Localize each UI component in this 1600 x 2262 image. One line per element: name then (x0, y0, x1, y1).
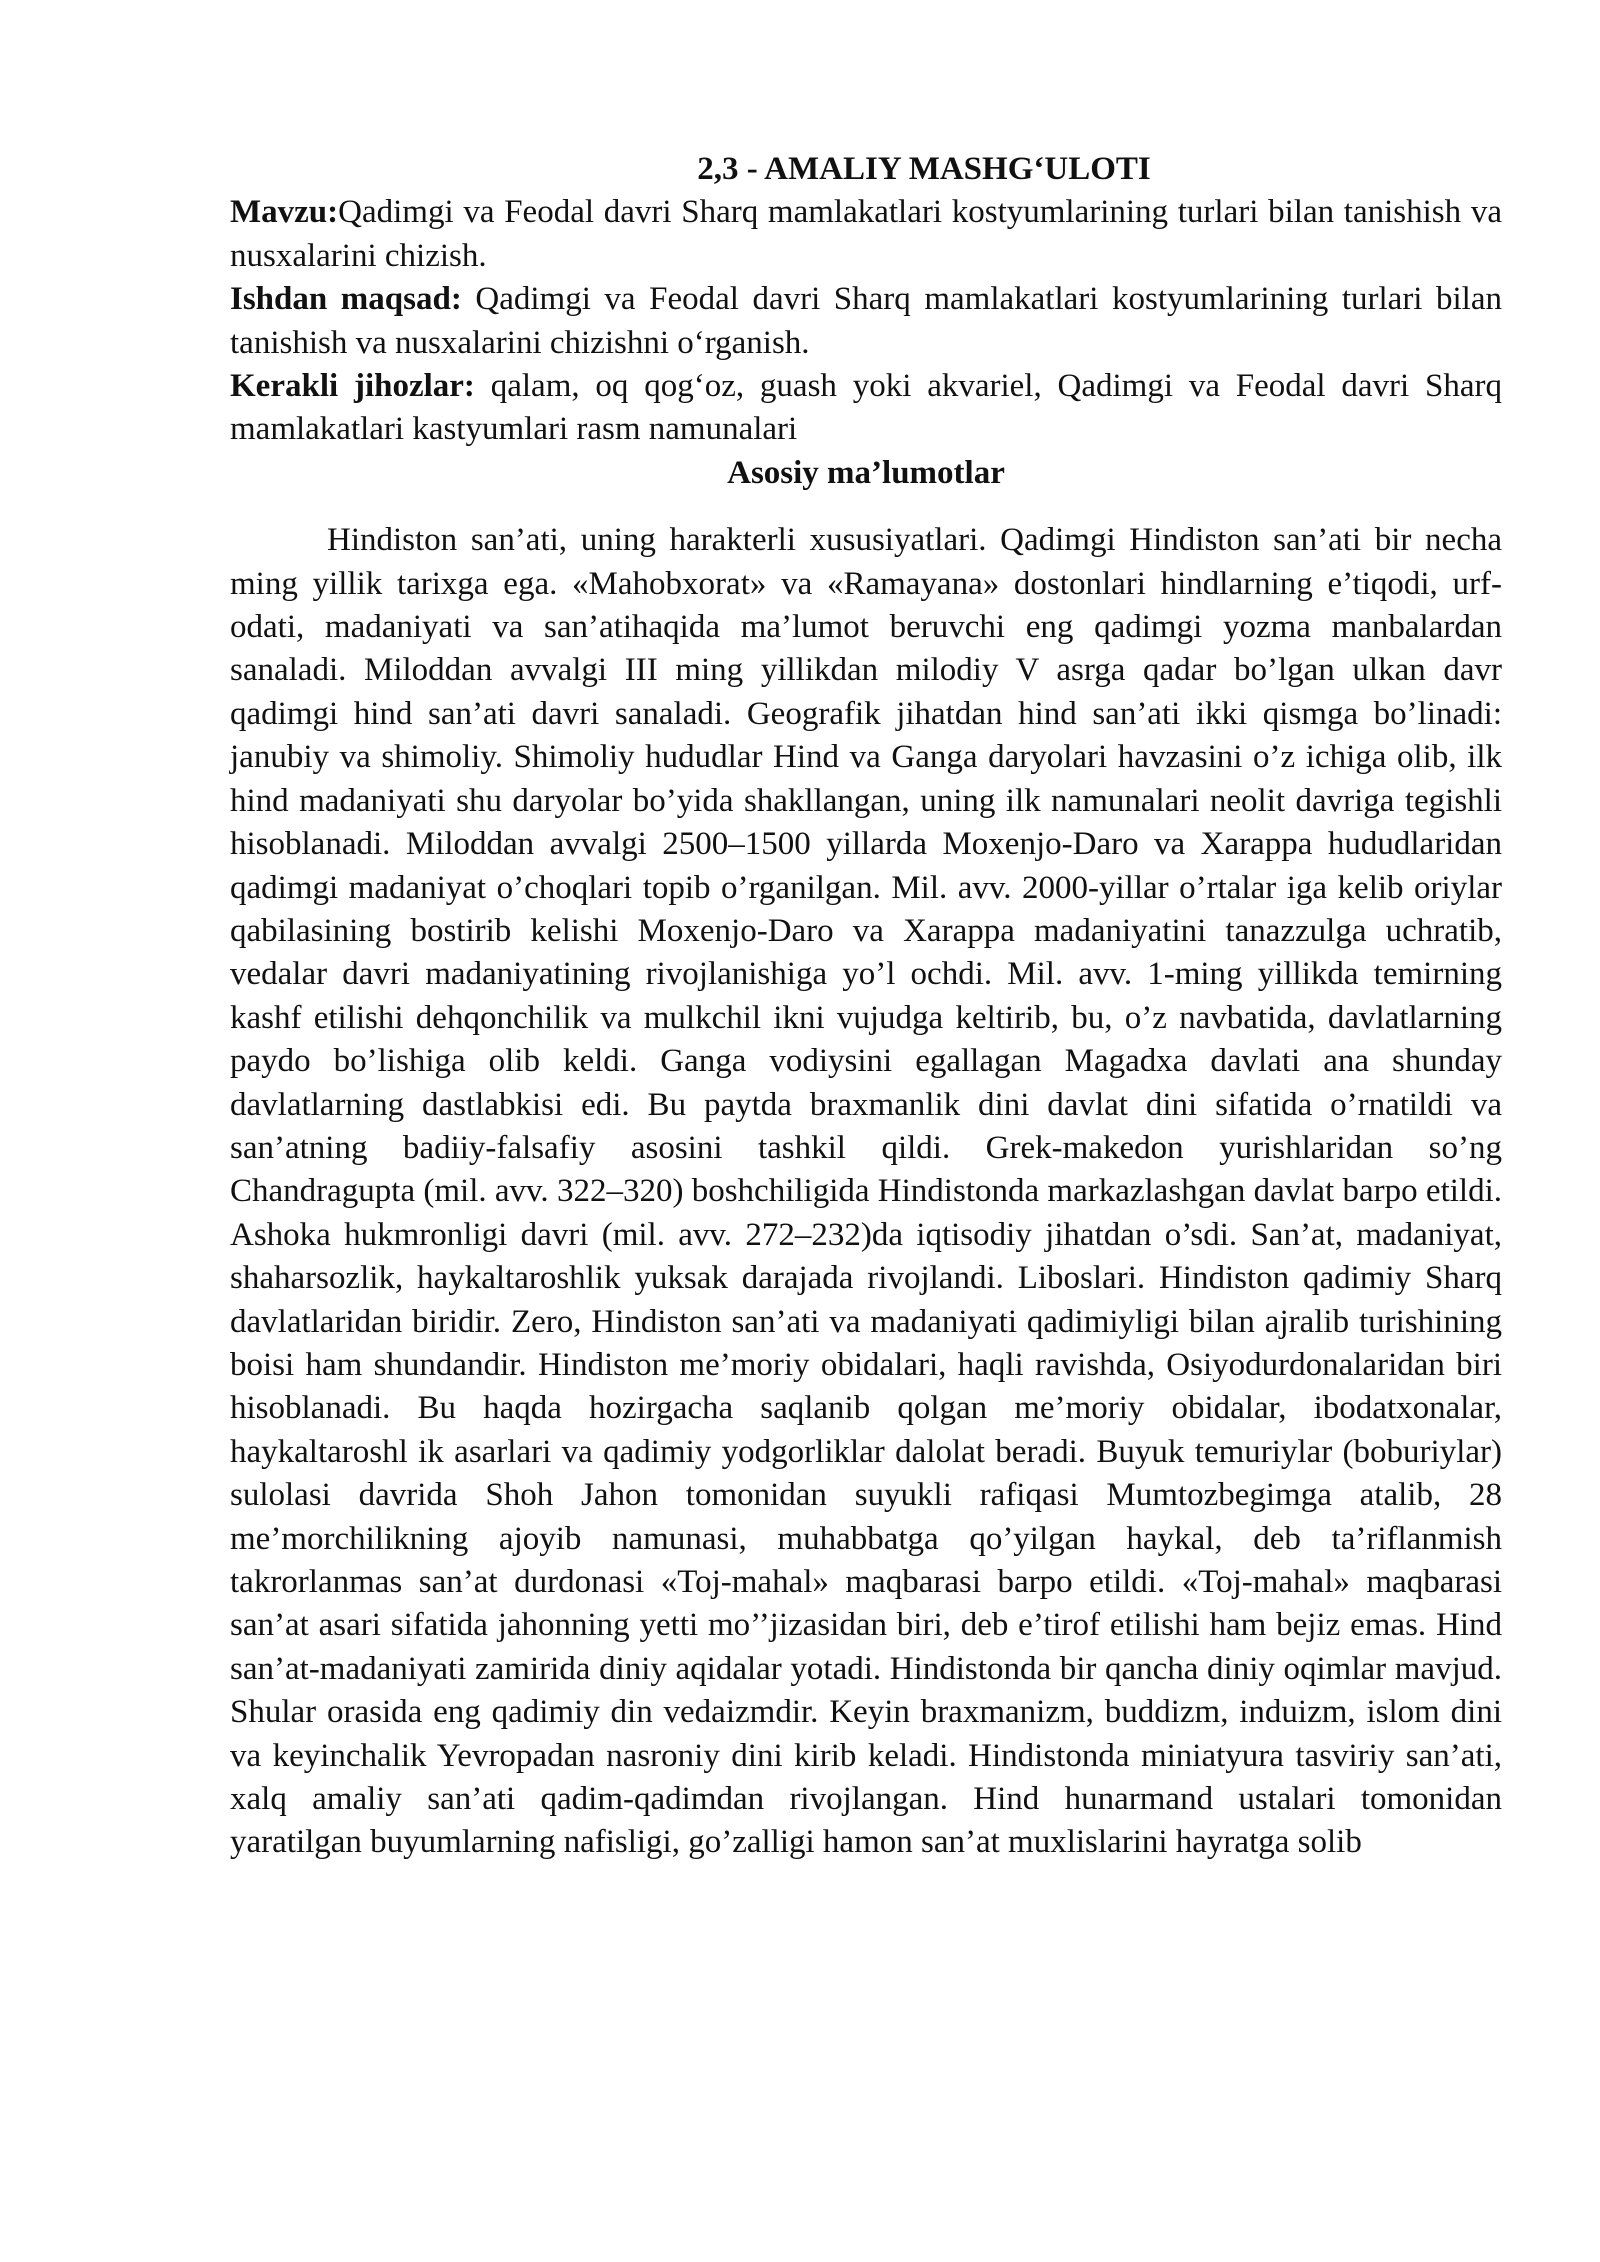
kerakli-jihozlar-label: Kerakli jihozlar: (230, 368, 475, 405)
page-title: 2,3 - AMALIY MASHG‘ULOTI (697, 151, 1151, 187)
document-page (230, 148, 1502, 1865)
mavzu-line (230, 191, 1502, 278)
mavzu-text: Qadimgi va Feodal davri Sharq mamlakatlari kostyumlarining turlari bilan tanishish va nusxalarini chizish. (230, 194, 1502, 274)
ishdan-maqsad-line (230, 278, 1502, 365)
ishdan-maqsad-label: Ishdan maqsad: (230, 281, 462, 318)
kerakli-jihozlar-line (230, 365, 1502, 452)
body-paragraph: Hindiston san’ati, uning harakterli xususiyatlari. Qadimgi Hindiston san’ati bir necha ming yillik tarixga ega. «Mahobxorat» va «Ramayana» dostonlari hindlarning e’tiqodi, urf-odati, madaniyati va san’atihaqida ma’lumot beruvchi eng qadimgi yozma manbalardan sanaladi. Miloddan avvalgi III ming yillikdan milodiy V asrga qadar bo’lgan ulkan davr qadimgi hind san’ati davri sanaladi. Geografik jihatdan hind san’ati ikki qismga bo’linadi: janubiy va shimoliy. Shimoliy hududlar Hind va Ganga daryolari havzasini o’z ichiga olib, ilk hind madaniyati shu daryolar bo’yida shakllangan, uning ilk namunalari neolit davriga tegishli hisoblanadi. Miloddan avvalgi 2500–1500 yillarda Moxenjo-Daro va Xarappa hududlaridan qadimgi madaniyat o’choqlari topib o’rganilgan. Mil. avv. 2000-yillar o’rtalar iga kelib oriylar qabilasining bostirib kelishi Moxenjo-Daro va Xarappa madaniyatini tanazzulga uchratib, vedalar davri madaniyatining rivojlanishiga yo’l ochdi. Mil. avv. 1-ming yillikda temirning kashf etilishi dehqonchilik va mulkchil ikni vujudga keltirib, bu, o’z navbatida, davlatlarning paydo bo’lishiga olib keldi. Ganga vodiysini egallagan Magadxa davlati ana shunday davlatlarning dastlabkisi edi. Bu paytda braxmanlik dini davlat dini sifatida o’rnatildi va san’atning badiiy-falsafiy asosini tashkil qildi. Grek-makedon yurishlaridan so’ng Chandragupta (mil. avv. 322–320) boshchiligida Hindistonda markazlashgan davlat barpo etildi. Ashoka hukmronligi davri (mil. avv. 272–232)da iqtisodiy jihatdan o’sdi. San’at, madaniyat, shaharsozlik, haykaltaroshlik yuksak darajada rivojlandi. Liboslari. Hindiston qadimiy Sharq davlatlaridan biridir. Zero, Hindiston san’ati va madaniyati qadimiyligi bilan ajralib turishining boisi ham shundandir. Hindiston me’moriy obidalari, haqli ravishda, Osiyodurdonalaridan biri hisoblanadi. Bu haqda hozirgacha saqlanib qolgan me’moriy obidalar, ibodatxonalar, haykaltaroshl ik asarlari va qadimiy yodgorliklar dalolat beradi. Buyuk temuriylar (boburiylar) sulolasi davrida Shoh Jahon tomonidan suyukli rafiqasi Mumtozbegimga atalib, 28 me’morchilikning ajoyib namunasi, muhabbatga qo’yilgan haykal, deb ta’riflanmish takrorlanmas san’at durdonasi «Toj-mahal» maqbarasi barpo etildi. «Toj-mahal» maqbarasi san’at asari sifatida jahonning yetti mo’’jizasidan biri, deb e’tirof etilishi ham bejiz emas. Hind san’at-madaniyati zamirida diniy aqidalar yotadi. Hindistonda bir qancha diniy oqimlar mavjud. Shular orasida eng qadimiy din vedaizmdir. Keyin braxmanizm, buddizm, induizm, islom dini va keyinchalik Yevropadan nasroniy dini kirib keladi. Hindistonda miniatyura tasviriy san’ati, xalq amaliy san’ati qadim-qadimdan rivojlangan. Hind hunarmand ustalari tomonidan yaratilgan buyumlarning nafisligi, go’zalligi hamon san’at muxlislarini hayratga solib (230, 522, 1502, 1861)
ishdan-maqsad-text: Qadimgi va Feodal davri Sharq mamlakatlari kostyumlarining turlari bilan tanishish va nusxalarini chizishni o‘rganish. (230, 281, 1502, 361)
section-title: Asosiy ma’lumotlar (727, 454, 1005, 491)
mavzu-label: Mavzu: (230, 194, 339, 231)
kerakli-jihozlar-text: qalam, oq qog‘oz, guash yoki akvariel, Qadimgi va Feodal davri Sharq mamlakatlari kastyumlari rasm namunalari (230, 368, 1502, 448)
